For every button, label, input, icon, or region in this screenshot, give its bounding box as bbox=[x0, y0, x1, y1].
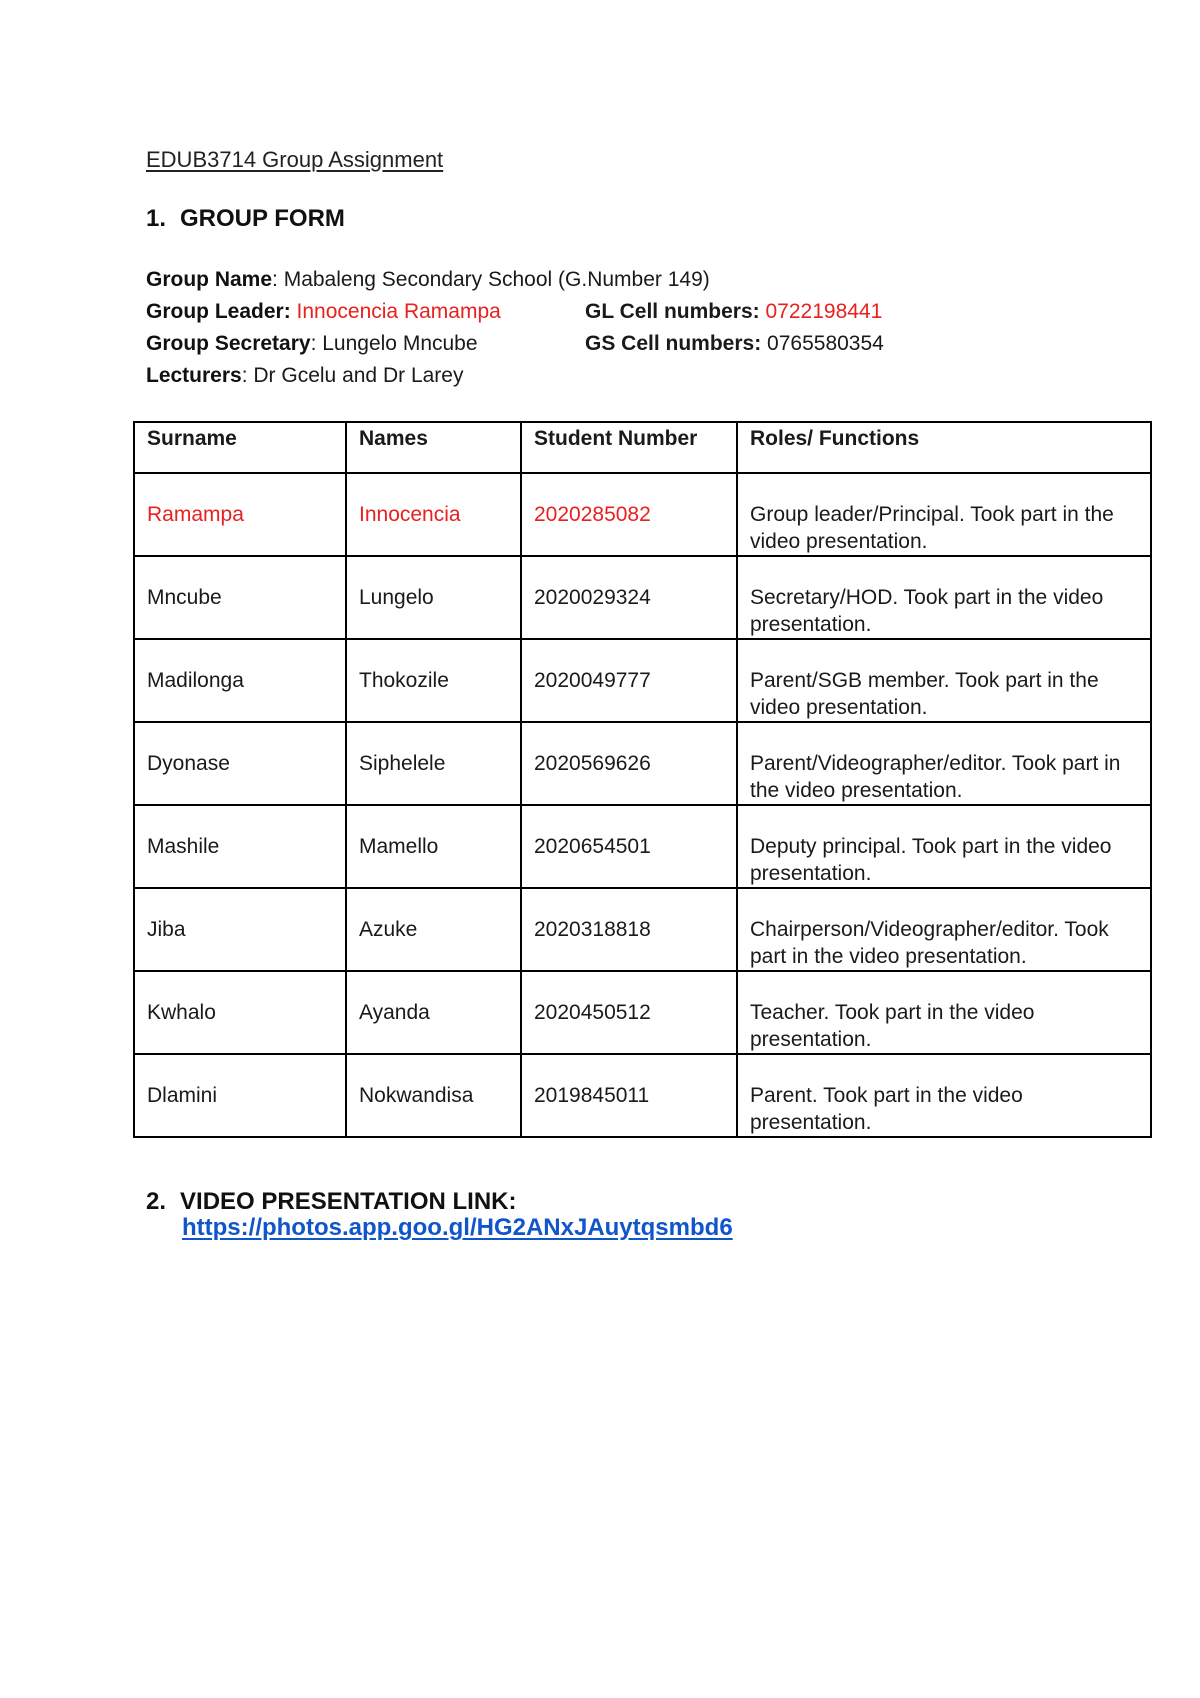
table-row bbox=[134, 1054, 1151, 1137]
table-row bbox=[134, 473, 1151, 556]
cell-surname: Madilonga bbox=[134, 639, 346, 722]
cell-student-number: 2019845011 bbox=[521, 1054, 737, 1137]
table-row bbox=[134, 805, 1151, 888]
cell-student-number: 2020285082 bbox=[521, 473, 737, 556]
group-members-table bbox=[133, 421, 1152, 1138]
cell-student-number: 2020450512 bbox=[521, 971, 737, 1054]
table-row bbox=[134, 639, 1151, 722]
gs-cell-label: GS Cell numbers: bbox=[585, 332, 762, 355]
cell-student-number: 2020318818 bbox=[521, 888, 737, 971]
group-name-label: Group Name bbox=[146, 268, 273, 291]
table-row bbox=[134, 971, 1151, 1054]
cell-names: Siphelele bbox=[346, 722, 521, 805]
cell-role: Secretary/HOD. Took part in the video presentation. bbox=[737, 556, 1151, 639]
cell-student-number: 2020029324 bbox=[521, 556, 737, 639]
group-leader-value: Innocencia Ramampa bbox=[296, 300, 501, 323]
gs-cell-value: 0765580354 bbox=[767, 332, 884, 355]
cell-names: Innocencia bbox=[346, 473, 521, 556]
cell-surname: Mashile bbox=[134, 805, 346, 888]
section-title: VIDEO PRESENTATION LINK: bbox=[180, 1188, 517, 1215]
section-heading-group-form bbox=[146, 205, 345, 233]
video-presentation-link[interactable]: https://photos.app.goo.gl/HG2ANxJAuytqsmbd6 bbox=[182, 1214, 733, 1241]
group-leader-label: Group Leader: bbox=[146, 300, 291, 323]
gl-cell-label: GL Cell numbers: bbox=[585, 300, 760, 323]
cell-surname: Jiba bbox=[134, 888, 346, 971]
cell-names: Azuke bbox=[346, 888, 521, 971]
cell-student-number: 2020654501 bbox=[521, 805, 737, 888]
lecturers-line bbox=[146, 363, 463, 389]
cell-role: Parent/SGB member. Took part in the video presentation. bbox=[737, 639, 1151, 722]
table-header-row bbox=[134, 422, 1151, 473]
cell-surname: Ramampa bbox=[134, 473, 346, 556]
lecturers-value: : Dr Gcelu and Dr Larey bbox=[241, 364, 464, 387]
table-row bbox=[134, 722, 1151, 805]
group-name-line bbox=[146, 267, 710, 293]
gl-cell-value: 0722198441 bbox=[765, 300, 883, 323]
group-secretary-label: Group Secretary bbox=[146, 332, 311, 355]
cell-role: Parent. Took part in the video presentation. bbox=[737, 1054, 1151, 1137]
header-roles: Roles/ Functions bbox=[737, 422, 1151, 473]
header-student-number: Student Number bbox=[521, 422, 737, 473]
cell-surname: Dlamini bbox=[134, 1054, 346, 1137]
cell-role: Chairperson/Videographer/editor. Took part in the video presentation. bbox=[737, 888, 1151, 971]
cell-surname: Mncube bbox=[134, 556, 346, 639]
header-names: Names bbox=[346, 422, 521, 473]
table-row bbox=[134, 556, 1151, 639]
cell-surname: Dyonase bbox=[134, 722, 346, 805]
group-leader-line bbox=[146, 299, 501, 325]
cell-names: Lungelo bbox=[346, 556, 521, 639]
cell-student-number: 2020049777 bbox=[521, 639, 737, 722]
cell-student-number: 2020569626 bbox=[521, 722, 737, 805]
gs-cell-line bbox=[585, 331, 884, 357]
lecturers-label: Lecturers bbox=[146, 364, 242, 387]
group-secretary-value: : Lungelo Mncube bbox=[310, 332, 478, 355]
document-title: EDUB3714 Group Assignment bbox=[146, 147, 444, 172]
gl-cell-line bbox=[585, 299, 882, 325]
cell-role: Deputy principal. Took part in the video presentation. bbox=[737, 805, 1151, 888]
cell-names: Mamello bbox=[346, 805, 521, 888]
cell-role: Parent/Videographer/editor. Took part in the video presentation. bbox=[737, 722, 1151, 805]
cell-role: Teacher. Took part in the video presentation. bbox=[737, 971, 1151, 1054]
cell-surname: Kwhalo bbox=[134, 971, 346, 1054]
section-title: GROUP FORM bbox=[180, 205, 345, 232]
cell-names: Thokozile bbox=[346, 639, 521, 722]
section-number: 1. bbox=[146, 205, 167, 232]
cell-role: Group leader/Principal. Took part in the video presentation. bbox=[737, 473, 1151, 556]
section-number: 2. bbox=[146, 1188, 167, 1215]
cell-names: Nokwandisa bbox=[346, 1054, 521, 1137]
section-heading-video-link bbox=[146, 1188, 516, 1216]
video-link-wrap bbox=[182, 1214, 733, 1242]
group-name-value: : Mabaleng Secondary School (G.Number 149) bbox=[272, 268, 710, 291]
cell-names: Ayanda bbox=[346, 971, 521, 1054]
table-row bbox=[134, 888, 1151, 971]
header-surname: Surname bbox=[134, 422, 346, 473]
group-secretary-line bbox=[146, 331, 478, 357]
